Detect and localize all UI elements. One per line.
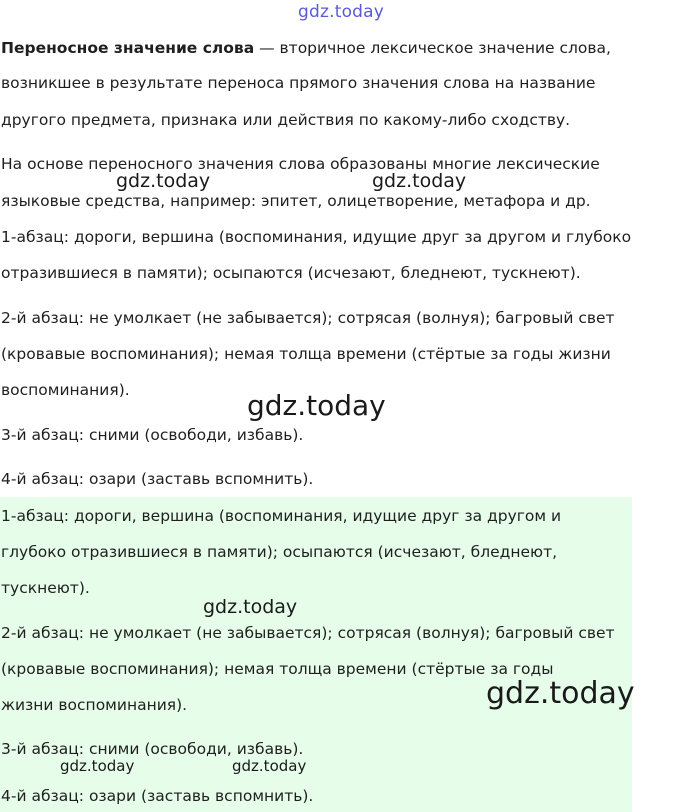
paragraph-1-line-1: 1-абзац: дороги, вершина (воспоминания, идущие друг за другом и глубоко [1, 228, 632, 246]
answer-paragraph-4-line-1: 4-й абзац: озари (заставь вспомнить). [1, 787, 314, 805]
watermark-bottom-center: gdz.today [232, 757, 307, 775]
definition-text: — вторичное лексическое значение слова, [254, 39, 611, 57]
answer-paragraph-1-line-2: глубоко отразившиеся в памяти); осыпаются (исчезают, бледнеют, [1, 543, 558, 561]
watermark-top: gdz.today [298, 2, 385, 22]
watermark-left-upper: gdz.today [116, 170, 211, 192]
answer-paragraph-2-line-3: жизни воспоминания). [1, 696, 188, 714]
watermark-center-large: gdz.today [247, 389, 386, 422]
answer-paragraph-3-line-1: 3-й абзац: сними (освободи, избавь). [1, 740, 304, 758]
definition-line-2: возникшее в результате переноса прямого значения слова на название [1, 74, 596, 92]
answer-paragraph-1-line-3: тускнеют). [1, 579, 90, 597]
paragraph-2-line-1: 2-й абзац: не умолкает (не забывается); сотрясая (волнуя); багровый свет [1, 309, 615, 327]
definition-line-1 [1, 38, 611, 58]
watermark-right-large: gdz.today [486, 676, 635, 711]
paragraph-4-line-1: 4-й абзац: озари (заставь вспомнить). [1, 470, 314, 488]
definition-term: Переносное значение слова [1, 39, 255, 57]
paragraph-2-line-2: (кровавые воспоминания); немая толща времени (стёртые за годы жизни [1, 345, 611, 363]
paragraph-1-line-2: отразившиеся в памяти); осыпаются (исчезают, бледнеют, тускнеют). [1, 264, 581, 282]
watermark-bottom-left: gdz.today [60, 757, 135, 775]
answer-paragraph-1-line-1: 1-абзац: дороги, вершина (воспоминания, идущие друг за другом и [1, 507, 562, 525]
explanation-line-2: языковые средства, например: эпитет, олицетворение, метафора и др. [1, 192, 591, 210]
answer-paragraph-2-line-2: (кровавые воспоминания); немая толща времени (стёртые за годы [1, 660, 554, 678]
explanation-line-1: На основе переносного значения слова образованы многие лексические [1, 155, 600, 173]
watermark-center-lower: gdz.today [203, 596, 298, 618]
paragraph-2-line-3: воспоминания). [1, 381, 130, 399]
paragraph-3-line-1: 3-й абзац: сними (освободи, избавь). [1, 426, 304, 444]
watermark-right-upper: gdz.today [372, 170, 467, 192]
definition-line-3: другого предмета, признака или действия по какому-либо сходству. [1, 111, 571, 129]
answer-paragraph-2-line-1: 2-й абзац: не умолкает (не забывается); сотрясая (волнуя); багровый свет [1, 624, 615, 642]
